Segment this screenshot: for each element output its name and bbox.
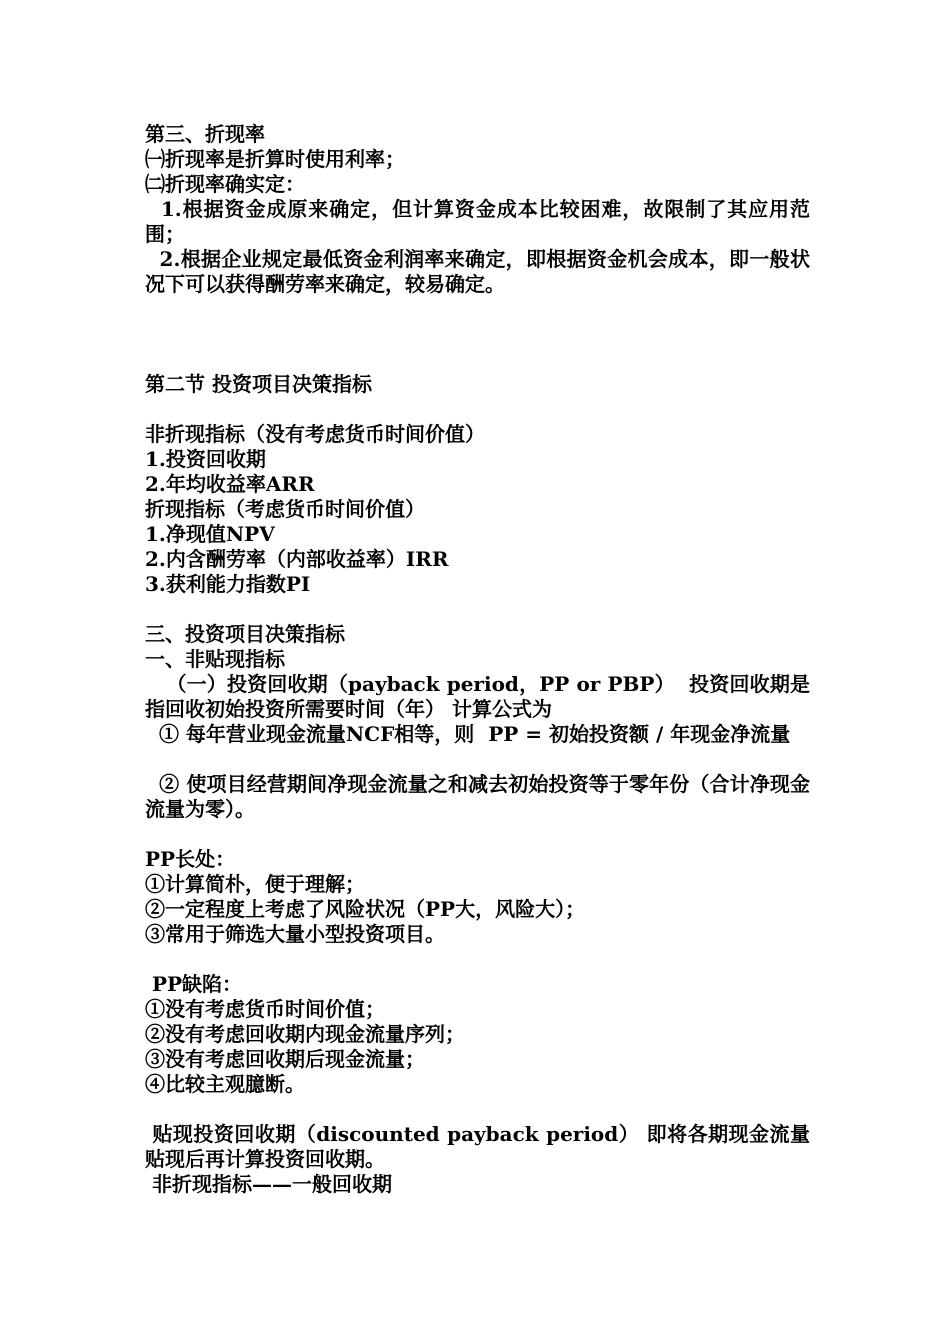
paragraph: PP缺陷：: [145, 972, 243, 996]
paragraph: 非折现指标（没有考虑货币时间价值）: [145, 422, 485, 446]
list-item: ①计算简朴，便于理解；: [145, 872, 365, 896]
subsection-heading: 一、非贴现指标: [145, 647, 285, 671]
paragraph: ② 使项目经营期间净现金流量之和减去初始投资等于零年份（合计净现金流量为零）。: [145, 772, 810, 821]
paragraph: ① 每年营业现金流量NCF相等，则 PP = 初始投资额 / 年现金净流量: [145, 722, 791, 746]
section-heading: 第二节 投资项目决策指标: [145, 372, 372, 396]
list-item: 1.投资回收期: [145, 447, 266, 471]
list-item: ④比较主观臆断。: [145, 1072, 305, 1096]
paragraph: 1.根据资金成原来确定，但计算资金成本比较困难，故限制了其应用范围；: [145, 197, 810, 246]
list-item: 2.内含酬劳率（内部收益率）IRR: [145, 547, 449, 571]
spacer: [145, 747, 810, 772]
document-page: [145, 122, 810, 1197]
list-item: ②没有考虑回收期内现金流量序列；: [145, 1022, 465, 1046]
list-item: ①没有考虑货币时间价值；: [145, 997, 385, 1021]
paragraph: 贴现投资回收期（discounted payback period） 即将各期现金流量贴现后再计算投资回收期。: [145, 1122, 810, 1171]
spacer: [145, 1097, 810, 1122]
paragraph: ㈠折现率是折算时使用利率；: [145, 147, 405, 171]
spacer: [145, 597, 810, 622]
paragraph: 非折现指标——一般回收期: [145, 1172, 392, 1196]
spacer: [145, 947, 810, 972]
spacer: [145, 397, 810, 422]
list-item: ③没有考虑回收期后现金流量；: [145, 1047, 425, 1071]
paragraph: ㈡折现率确实定：: [145, 172, 305, 196]
spacer: [145, 347, 810, 372]
paragraph: 折现指标（考虑货币时间价值）: [145, 497, 425, 521]
spacer: [145, 822, 810, 847]
list-item: ②一定程度上考虑了风险状况（PP大，风险大）；: [145, 897, 586, 921]
list-item: 2.年均收益率ARR: [145, 472, 315, 496]
section-heading: 三、投资项目决策指标: [145, 622, 345, 646]
list-item: ③常用于筛选大量小型投资项目。: [145, 922, 445, 946]
paragraph: PP长处：: [145, 847, 236, 871]
list-item: 3.获利能力指数PI: [145, 572, 311, 596]
spacer: [145, 297, 810, 347]
heading-discount-rate: 第三、折现率: [145, 122, 265, 146]
paragraph: 2.根据企业规定最低资金利润率来确定，即根据资金机会成本，即一般状况下可以获得酬劳率来确定，较易确定。: [145, 247, 810, 296]
list-item: 1.净现值NPV: [145, 522, 275, 546]
paragraph: （一）投资回收期（payback period，PP or PBP） 投资回收期是指回收初始投资所需要时间（年） 计算公式为: [145, 672, 811, 721]
